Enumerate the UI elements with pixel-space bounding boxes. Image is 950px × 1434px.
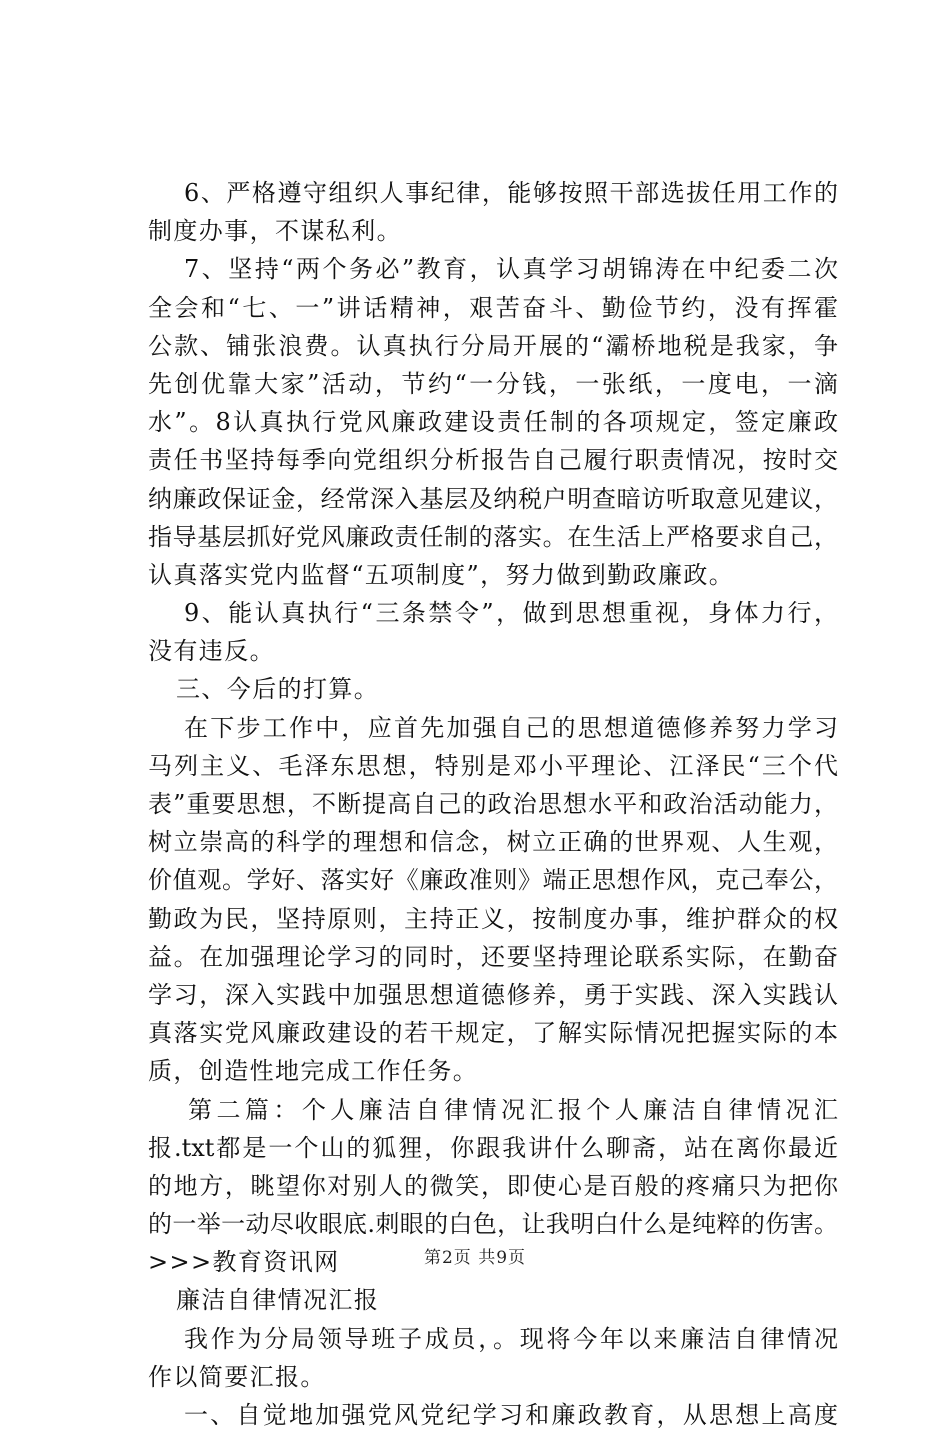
text-line: 全会和“七、一”讲话精神，艰苦奋斗、勤俭节约，没有挥霍 <box>148 293 838 322</box>
text-line: 价值观。学好、落实好《廉政准则》端正思想作风，克己奉公， <box>148 866 838 895</box>
text-line: 益。在加强理论学习的同时，还要坚持理论联系实际，在勤奋 <box>148 942 838 971</box>
text-line: 公款、铺张浪费。认真执行分局开展的“灞桥地税是我家，争 <box>148 331 838 360</box>
text-line: 责任书坚持每季向党组织分析报告自己履行职责情况，按时交 <box>148 446 838 475</box>
text-line: 质，创造性地完成工作任务。 <box>148 1057 479 1086</box>
page-footer: 第2页 共9页 <box>423 1248 527 1268</box>
text-line: 7、坚持“两个务必”教育，认真学习胡锦涛在中纪委二次 <box>184 255 838 284</box>
text-line: 的一举一动尽收眼底.刺眼的白色，让我明白什么是纯粹的伤害。 <box>148 1210 838 1239</box>
text-line: 认真落实党内监督“五项制度”，努力做到勤政廉政。 <box>148 560 735 589</box>
text-line: >>>教育资讯网 <box>148 1248 340 1277</box>
text-line: 制度办事，不谋私利。 <box>148 217 402 246</box>
text-line: 在下步工作中，应首先加强自己的思想道德修养努力学习 <box>184 713 838 742</box>
text-line: 没有违反。 <box>148 637 275 666</box>
text-line: 6、严格遵守组织人事纪律，能够按照干部选拔任用工作的 <box>184 179 838 207</box>
text-line: 一、自觉地加强党风党纪学习和廉政教育，从思想上高度 <box>184 1401 838 1429</box>
text-line: 报.txt都是一个山的狐狸，你跟我讲什么聊斋，站在离你最近 <box>148 1133 838 1162</box>
text-line: 我作为分局领导班子成员，。现将今年以来廉洁自律情况 <box>184 1324 838 1353</box>
text-line: 真落实党风廉政建设的若干规定，了解实际情况把握实际的本 <box>148 1019 838 1048</box>
text-line: 先创优靠大家”活动，节约“一分钱，一张纸，一度电，一滴 <box>148 369 838 398</box>
text-line: 第二篇：个人廉洁自律情况汇报个人廉洁自律情况汇 <box>188 1095 838 1124</box>
text-line: 表”重要思想，不断提高自己的政治思想水平和政治活动能力， <box>148 790 838 818</box>
text-line: 作以简要汇报。 <box>148 1362 326 1391</box>
text-line: 勤政为民，坚持原则，主持正义，按制度办事，维护群众的权 <box>148 904 838 933</box>
text-line: 9、能认真执行“三条禁令”，做到思想重视，身体力行， <box>184 599 838 628</box>
text-line: 树立崇高的科学的理想和信念，树立正确的世界观、人生观， <box>148 828 838 857</box>
section-heading: 三、今后的打算。 <box>176 675 380 704</box>
text-line: 水”。8认真执行党风廉政建设责任制的各项规定，签定廉政 <box>148 408 838 437</box>
section-heading: 廉洁自律情况汇报 <box>176 1286 380 1315</box>
text-line: 学习，深入实践中加强思想道德修养，勇于实践、深入实践认 <box>148 980 838 1009</box>
text-line: 指导基层抓好党风廉政责任制的落实。在生活上严格要求自己， <box>148 522 838 551</box>
text-line: 纳廉政保证金，经常深入基层及纳税户明查暗访听取意见建议， <box>148 484 838 513</box>
text-line: 的地方，眺望你对别人的微笑，即使心是百般的疼痛只为把你 <box>148 1171 838 1200</box>
text-line: 马列主义、毛泽东思想，特别是邓小平理论、江泽民“三个代 <box>148 751 838 780</box>
